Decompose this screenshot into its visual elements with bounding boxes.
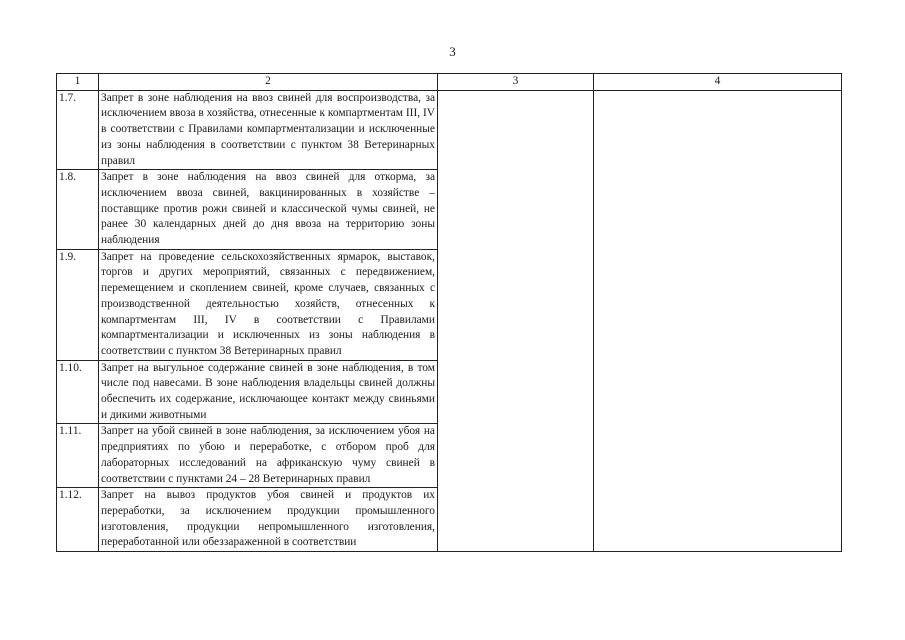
row-measure-text: Запрет в зоне наблюдения на ввоз свиней для откорма, за исключением ввоза свиней, вакцинированных в хозяйстве – поставщике против рожи свиней и классической чумы свиней, не ранее 30 календарных дней до дня ввоза на территорию зоны наблюдения — [99, 170, 438, 250]
row-number: 1.10. — [57, 360, 99, 424]
header-col-4: 4 — [594, 74, 842, 91]
header-col-2: 2 — [99, 74, 438, 91]
header-row — [57, 74, 842, 91]
page-number: 3 — [449, 44, 456, 59]
row-number: 1.12. — [57, 488, 99, 552]
row-number: 1.7. — [57, 90, 99, 170]
row-measure-text: Запрет на проведение сельскохозяйственных ярмарок, выставок, торгов и других мероприятий, связанных с передвижением, перемещением и скоплением свиней, кроме случаев, связанных с производственной деятельностью хозяйств, отнесенных к компартментам III, IV в соответствии с Правилами компартментализации и исключенных из зоны наблюдения в соответствии с пунктом 38 Ветеринарных правил — [99, 249, 438, 360]
column-3-cell — [438, 90, 594, 551]
column-4-cell — [594, 90, 842, 551]
header-col-3: 3 — [438, 74, 594, 91]
measures-table — [56, 73, 842, 552]
row-measure-text: Запрет на убой свиней в зоне наблюдения, за исключением убоя на предприятиях по убою и переработке, с отбором проб для лабораторных исследований на африканскую чуму свиней в соответствии с пунктами 24 – 28 Ветеринарных правил — [99, 424, 438, 488]
row-measure-text: Запрет в зоне наблюдения на ввоз свиней для воспроизводства, за исключением ввоза в хозяйства, отнесенные к компартментам III, IV в соответствии с Правилами компартментализации и исключенные из зоны наблюдения в соответствии с пунктом 38 Ветеринарных правил — [99, 90, 438, 170]
row-measure-text: Запрет на вывоз продуктов убоя свиней и продуктов их переработки, за исключением продукции промышленного изготовления, продукции непромышленного изготовления, переработанной или обеззараженной в соответствии — [99, 488, 438, 552]
row-number: 1.11. — [57, 424, 99, 488]
row-number: 1.9. — [57, 249, 99, 360]
row-number: 1.8. — [57, 170, 99, 250]
header-col-1: 1 — [57, 74, 99, 91]
table-row — [57, 90, 842, 170]
row-measure-text: Запрет на выгульное содержание свиней в зоне наблюдения, в том числе под навесами. В зоне наблюдения владельцы свиней должны обеспечить их содержание, исключающее контакт между свиньями и дикими животными — [99, 360, 438, 424]
